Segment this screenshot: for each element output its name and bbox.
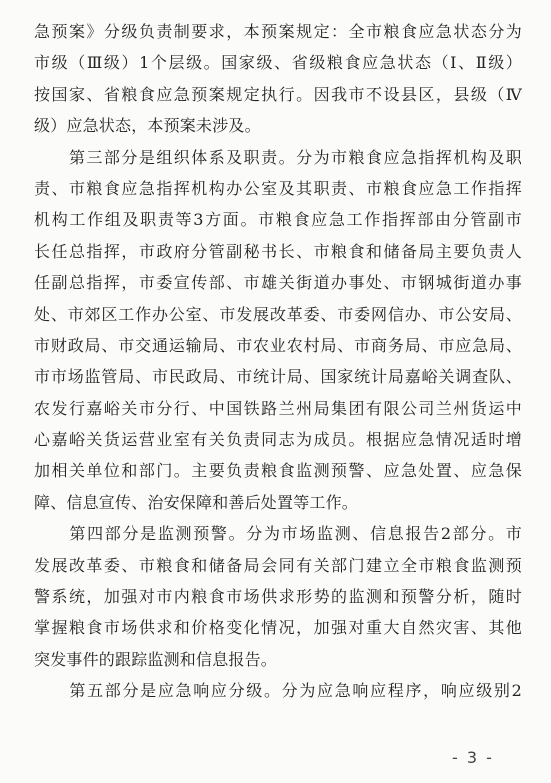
text-line: 市级（Ⅲ级）1个层级。国家级、省级粮食应急状态（Ⅰ、Ⅱ级） <box>34 53 522 73</box>
text-line: 机构工作组及职责等3方面。市粮食应急工作指挥部由分管副市 <box>34 210 522 230</box>
text-line: 按国家、省粮食应急预案规定执行。因我市不设县区，县级（Ⅳ <box>34 84 522 104</box>
text-line: 警系统，加强对市内粮食市场供求形势的监测和预警分析，随时 <box>34 587 522 607</box>
page-number: - 3 - <box>452 748 494 767</box>
text-line: 掌握粮食市场供求和价格变化情况，加强对重大自然灾害、其他 <box>34 618 522 638</box>
text-line: 任副总指挥，市委宣传部、市雄关街道办事处、市钢城街道办事 <box>34 273 522 293</box>
text-line: 责、市粮食应急指挥机构办公室及其职责、市粮食应急工作指挥 <box>34 178 522 198</box>
text-line: 市市场监管局、市民政局、市统计局、国家统计局嘉峪关调查队、 <box>34 367 522 387</box>
text-line: 障、信息宣传、治安保障和善后处置等工作。 <box>34 492 359 512</box>
text-line: 市财政局、市交通运输局、市农业农村局、市商务局、市应急局、 <box>34 335 522 355</box>
body-text <box>34 16 522 707</box>
text-line: 突发事件的跟踪监测和信息报告。 <box>34 649 278 669</box>
text-line: 第三部分是组织体系及职责。分为市粮食应急指挥机构及职 <box>34 147 522 167</box>
text-line: 心嘉峪关货运营业室有关负责同志为成员。根据应急情况适时增 <box>34 430 522 450</box>
text-line: 发展改革委、市粮食和储备局会同有关部门建立全市粮食监测预 <box>34 555 522 575</box>
text-line: 第四部分是监测预警。分为市场监测、信息报告2部分。市 <box>34 524 522 544</box>
text-line: 加相关单位和部门。主要负责粮食监测预警、应急处置、应急保 <box>34 461 522 481</box>
text-line: 急预案》分级负责制要求，本预案规定：全市粮食应急状态分为 <box>34 22 522 41</box>
text-line: 级）应急状态，本预案未涉及。 <box>34 116 261 136</box>
text-line: 处、市郊区工作办公室、市发展改革委、市委网信办、市公安局、 <box>34 304 522 324</box>
text-line: 第五部分是应急响应分级。分为应急响应程序，响应级别2 <box>34 681 522 701</box>
text-line: 长任总指挥，市政府分管副秘书长、市粮食和储备局主要负责人 <box>34 241 522 261</box>
text-line: 农发行嘉峪关市分行、中国铁路兰州局集团有限公司兰州货运中 <box>34 398 522 418</box>
